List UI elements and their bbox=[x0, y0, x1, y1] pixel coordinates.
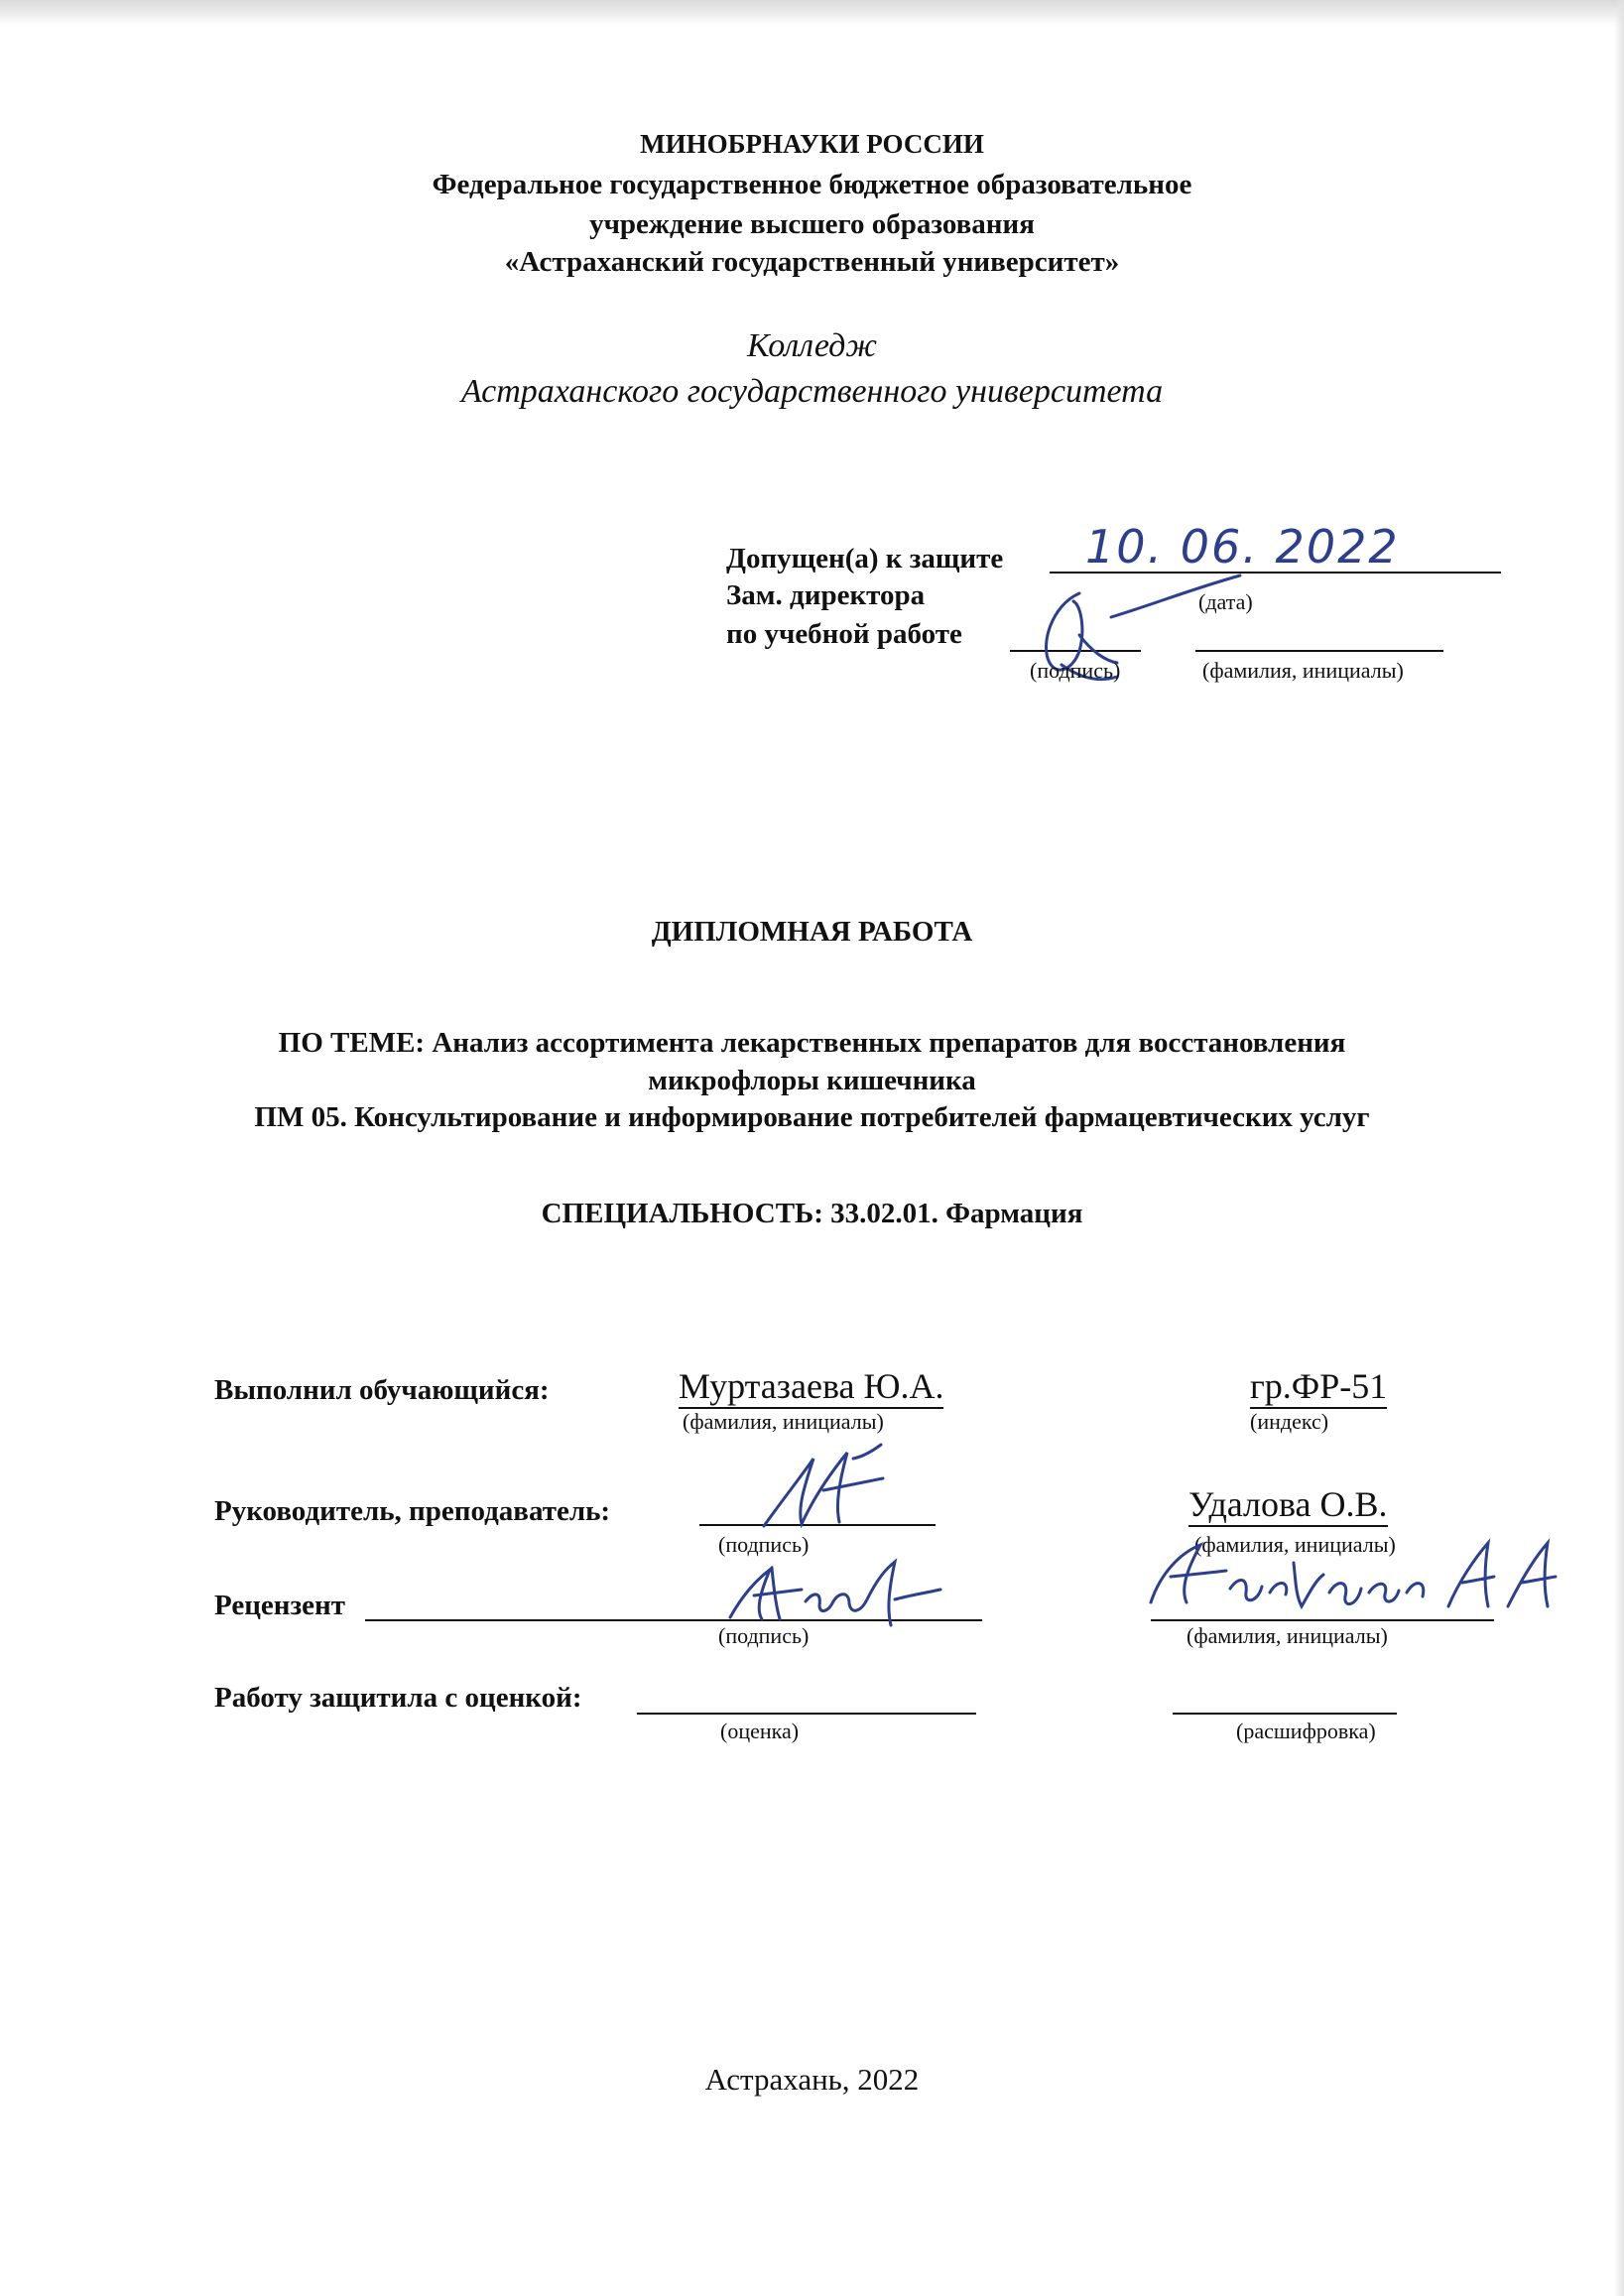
student-group: гр.ФР-51 bbox=[1250, 1365, 1387, 1409]
professional-module: ПМ 05. Консультирование и информирование потребителей фармацевтических услуг bbox=[254, 1101, 1370, 1133]
admission-label: Допущен(а) к защите bbox=[726, 543, 1004, 574]
admission-date-handwritten: 10. 06. 2022 bbox=[1085, 520, 1400, 574]
role-line-1: Зам. директора bbox=[726, 579, 926, 611]
place-and-year: Астрахань, 2022 bbox=[704, 2062, 920, 2097]
thesis-topic-line-2: микрофлоры кишечника bbox=[648, 1065, 976, 1096]
reviewer-label: Рецензент bbox=[214, 1590, 345, 1621]
supervisor-name: Удалова О.В. bbox=[1188, 1483, 1388, 1527]
student-name-caption: (фамилия, инициалы) bbox=[683, 1409, 884, 1434]
signature-caption: (подпись) bbox=[1030, 658, 1121, 683]
organization-line-3: «Астраханский государственный университет» bbox=[504, 246, 1120, 278]
reviewer-name-handwritten bbox=[1131, 1523, 1597, 1632]
reviewer-name-caption: (фамилия, инициалы) bbox=[1187, 1623, 1388, 1648]
decode-line bbox=[1173, 1679, 1397, 1715]
document-type: ДИПЛОМНАЯ РАБОТА bbox=[651, 916, 973, 948]
date-caption: (дата) bbox=[1198, 589, 1253, 614]
ministry-name: МИНОБРНАУКИ РОССИИ bbox=[640, 129, 984, 159]
college-line-2: Астраханского государственного университета bbox=[460, 373, 1164, 410]
grade-line bbox=[637, 1679, 976, 1715]
decode-caption: (расшифровка) bbox=[1236, 1719, 1376, 1743]
college-line-1: Колледж bbox=[746, 327, 877, 364]
student-label: Выполнил обучающийся: bbox=[214, 1374, 550, 1406]
organization-line-1: Федеральное государственное бюджетное образовательное bbox=[432, 169, 1192, 200]
supervisor-signature-caption: (подпись) bbox=[718, 1532, 810, 1557]
group-caption: (индекс) bbox=[1250, 1409, 1329, 1434]
specialty: СПЕЦИАЛЬНОСТЬ: 33.02.01. Фармация bbox=[541, 1198, 1083, 1229]
grade-caption: (оценка) bbox=[720, 1719, 800, 1743]
supervisor-name-caption: (фамилия, инициалы) bbox=[1194, 1532, 1396, 1557]
name-caption: (фамилия, инициалы) bbox=[1202, 658, 1404, 683]
scan-shadow-top bbox=[0, 0, 1624, 26]
reviewer-signature-caption: (подпись) bbox=[718, 1623, 810, 1648]
organization-line-2: учреждение высшего образования bbox=[589, 208, 1035, 240]
thesis-topic-line-1: ПО ТЕМЕ: Анализ ассортимента лекарственных препаратов для восстановления bbox=[278, 1027, 1346, 1059]
grade-label: Работу защитила с оценкой: bbox=[214, 1682, 582, 1714]
role-line-2: по учебной работе bbox=[726, 618, 962, 650]
student-name: Муртазаева Ю.А. bbox=[679, 1365, 943, 1409]
supervisor-label: Руководитель, преподаватель: bbox=[214, 1495, 611, 1527]
